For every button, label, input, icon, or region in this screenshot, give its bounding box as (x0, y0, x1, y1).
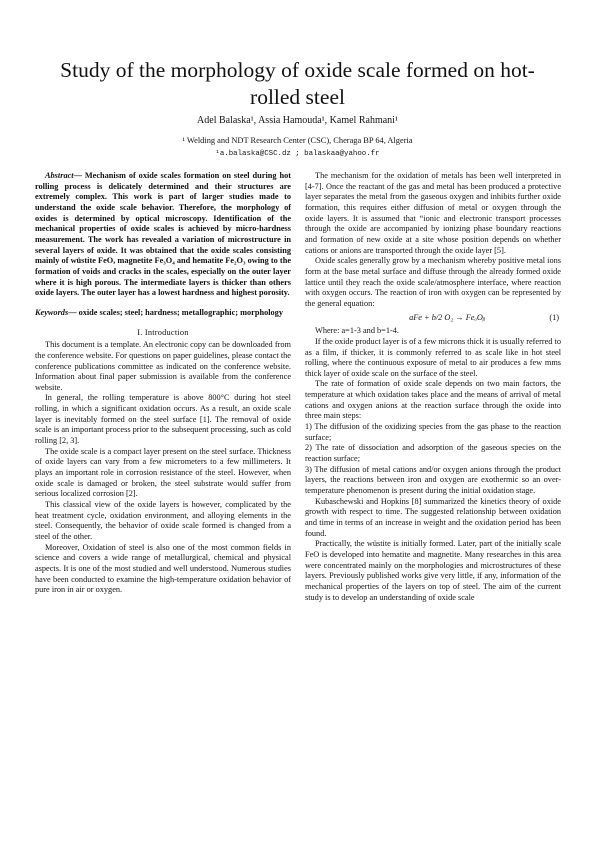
section-heading: I. Introduction (137, 327, 189, 337)
right-column (305, 171, 561, 603)
author-list: Adel Balaska¹, Assia Hamouda¹, Kamel Rahmani¹ (197, 115, 398, 126)
abstract-label: Abstract (45, 171, 74, 180)
list-item: 1) The diffusion of the oxidizing species from the gas phase to the reaction surface; (305, 422, 561, 442)
paragraph: Moreover, Oxidation of steel is also one of the most common fields in science and covers a wide range of metallurgical, chemical and physical aspects. It is one of the most studied and well understood. Numerous studies have been conducted to examine the high-temperature oxidation behavior of pure iron in air or oxygen. (35, 542, 291, 595)
affiliation: ¹ Welding and NDT Research Center (CSC), Cheraga BP 64, Algeria (182, 136, 413, 145)
paragraph: Practically, the wüstite is initially formed. Later, part of the initially scale FeO is developed into hematite and magnetite. Many researches in this area were concentrated mainly on the morphologies and microstructures of these layers. Previously published works give very little, if any, information of the mechanical properties of the layers on top of steel. The aim of the current study is to develop an understanding of oxide scale (305, 539, 561, 602)
paragraph: In general, the rolling temperature is above 800°C during hot steel rolling, in which a significant oxidation occurs. As a result, an oxide scale layer is inevitably formed on the steel surface [1]. The removal of oxide scale is an important process prior to the subsequent processing, such as cold rolling [2, 3]. (35, 393, 291, 446)
paragraph: The oxide scale is a compact layer present on the steel surface. Thickness of oxide layers can vary from a few micrometers to a few millimeters. It plays an important role in corrosion resistance of the steel. However, when oxide scale is damaged or broken, the steel substrate would suffer from serious localized corrosion [2]. (35, 446, 291, 499)
equation-number: (1) (549, 312, 559, 322)
left-column (35, 171, 291, 596)
paragraph: Where: a=1-3 and b=1-4. (315, 326, 399, 336)
paper-title: Study of the morphology of oxide scale formed on hot-rolled steel (60, 58, 535, 109)
email-contact: ¹a.balaska@CSC.dz ; balaskaa@yahoo.fr (215, 150, 380, 158)
paragraph: If the oxide product layer is of a few microns thick it is usually referred to as a film, if thicker, it is commonly referred to as scale like in hot steel rolling, where the continuous exposure of metal to air produces a few mms thick layer of oxide scale on the surface of the steel. (305, 336, 561, 378)
list-item: 3) The diffusion of metal cations and/or oxygen anions through the product layers, the reactions between iron and oxygen are exothermic so an over-temperature phenomenon is present during the initial oxidation stage. (305, 464, 561, 496)
paragraph: This document is a template. An electronic copy can be downloaded from the conference website. For questions on paper guidelines, please contact the conference publications committee as indicated on the conference website. Information about final paper submission is available from the conference website. (35, 340, 291, 392)
paragraph: The rate of formation of oxide scale depends on two main factors, the temperature at which oxidation takes place and the means of arrival of metal cations and oxygen anions at the reaction surface through the oxide into three main steps: (305, 379, 561, 421)
keywords-label: Keywords (35, 307, 69, 317)
paragraph: This classical view of the oxide layers is however, complicated by the heat treatment cycle, oxidation environment, and alloying elements in the steel. Consequently, the behavior of oxide scale formed is changed from a steel of the other. (35, 500, 291, 541)
abstract-text: — Mechanism of oxide scales formation on steel during hot rolling process is delicately determined and their structures are extremely complex. This work is part of larger studies made to understand the oxide scale behavior. Therefore, the morphology of oxides is determined by optical microscopy. Identification of the mechanical properties of oxide scales is achieved by micro-hardness measurement. The work has revealed a variation of microstructure in several layers of oxide. It was obtained that the oxide scales consisting mainly of wüstite FeO, magnetite Fe₃O₄ and hematite Fe₂O₃ owing to the formation of voids and cracks in the scales, especially on the outer layer where it is high porous. The intermediate layers is thicker than others oxide layers. The outer layer has a lowest hardness and highest porosity. (35, 171, 291, 298)
abstract (35, 171, 291, 299)
keywords (35, 308, 291, 319)
paragraph: Kubaschewski and Hopkins [8] summarized the kinetics theory of oxide growth with respect to time. The suggested relationship between oxidation and time in terms of an increase in weight and the oxidation period has been found. (305, 496, 561, 538)
list-item: 2) The rate of dissociation and adsorption of the gaseous species on the reaction surface; (305, 443, 561, 464)
equation-body: aFe + b/2 O₂ → FeₐOᵦ (409, 312, 486, 322)
keywords-text: — oxide scales; steel; hardness; metallographic; morphology (68, 307, 283, 317)
equation (305, 310, 561, 327)
paragraph: The mechanism for the oxidation of metals has been well interpreted in [4-7]. Once the reactant of the gas and metal has been produced a protective layer separates the metal from the gaseous oxygen and inhibits further oxide formation, this requires either diffusion of metal or oxygen through the oxide layers. It is assumed that “ionic and electronic transport processes through the oxide are accompanied by ionizing phase boundary reactions and formation of new oxide at a site whose position depends on whether cations or anions are transported through the oxide layer [5]. (305, 171, 561, 255)
paragraph: Oxide scales generally grow by a mechanism whereby positive metal ions form at the base metal surface and diffuse through the already formed oxide lattice until they reach the oxide scale/atmosphere interface, where reaction with oxygen occurs. The reaction of iron with oxygen can be represented by the general equation: (305, 256, 561, 308)
